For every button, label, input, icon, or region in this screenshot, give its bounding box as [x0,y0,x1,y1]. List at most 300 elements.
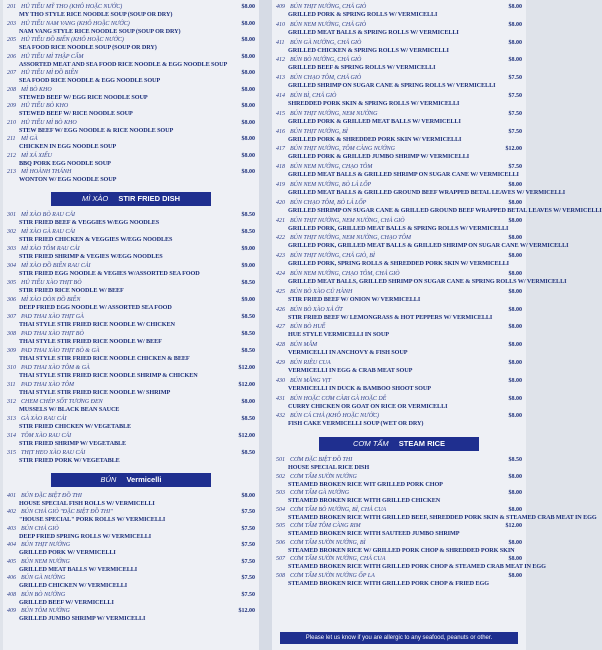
menu-item-eng-name: GRILLED MEAT BALLS & GRILLED SHRIMP ON SUGAR CANE W/ VERMICELLI [288,171,519,179]
menu-item-viet-name: MÌ BÒ KHO [21,86,52,93]
menu-item-eng-name: GRILLED PORK, GRILLED MEAT BALLS & SPRING ROLLS W/ VERMICELLI [288,224,509,232]
menu-item-viet-name: BÚN NEM NƯỚNG [21,558,70,565]
menu-item-viet-name: BÚN BÒ XÀO XẢ ỚT [290,306,343,313]
menu-item-price: $8.50 [241,347,255,354]
menu-item-code: 502 [276,473,285,480]
menu-item-code: 420 [276,199,285,206]
menu-item-viet-name: BÚN BÒ HUẾ [290,324,326,331]
menu-item-price: $8.00 [508,490,522,497]
menu-item [3,87,259,104]
menu-item-eng-name: STEW BEEF W/ EGG NOODLE & RICE NOODLE SOUP [19,126,174,134]
menu-item-viet-name: BÚN MĂNG VỊT [290,377,331,384]
menu-item-code: 307 [7,313,16,320]
menu-item-eng-name: STIR FRIED BEEF & VEGGIES W/EGG NOODLES [19,218,160,226]
column-gutter [259,0,272,650]
menu-item-viet-name: MÌ XÀO ĐỒ BIỂN RAU CẢI [21,262,91,269]
menu-item-price: $12.00 [238,608,255,614]
menu-item-price: $12.00 [238,381,255,388]
menu-item-eng-name: GRILLED SHRIMP ON SUGAR CANE & GRILLED GROUND BEEF WRAPPED BETAL LEAVES W/ VERMICELLI [288,206,602,214]
section-viet-title: MÌ XÀO [81,193,109,203]
menu-item-code: 401 [7,492,16,499]
menu-item-viet-name: HỦ TIẾU MÌ BÒ KHO [21,119,77,126]
menu-item-viet-name: BÚN THỊT NƯỚNG, BÌ [290,128,348,135]
menu-item [3,280,259,297]
menu-item-code: 206 [7,53,16,60]
menu-item [272,129,526,147]
menu-item-price: $7.50 [241,591,255,598]
menu-item-viet-name: BÚN NEM NƯỚNG, CHẠO TÔM, CHẢ GIÒ [290,270,400,277]
menu-item-code: 313 [7,415,16,422]
menu-item-code: 210 [7,119,16,126]
menu-item-eng-name: GRILLED MEAT BALLS & SPRING ROLLS W/ VERMICELLI [288,28,459,36]
menu-item-price: $8.00 [508,473,522,480]
menu-item-eng-name: GRILLED BEEF W/ VERMICELLI [19,598,114,606]
menu-item-price: $7.50 [508,164,522,171]
menu-item [3,153,259,170]
menu-item-eng-name: THAI STYLE STIR FRIED RICE NOODLE W/ CHICKEN [19,320,175,328]
menu-item [272,324,526,342]
menu-item-price: $8.00 [508,572,522,579]
menu-item-code: 507 [276,556,285,563]
menu-item [272,307,526,325]
menu-item-viet-name: BÚN THỊT NƯỚNG [21,542,71,548]
noodle-soup-list [3,4,259,186]
menu-item-code: 402 [7,509,16,515]
menu-item [3,229,259,246]
menu-item [3,399,259,416]
menu-item-code: 308 [7,330,16,337]
menu-item-viet-name: CƠM TẤM SƯỜN NƯỚNG ỐP LA [290,572,375,579]
menu-item-viet-name: BÚN THỊT NƯỚNG, NEM NƯỚNG [290,110,378,117]
menu-item-price: $12.00 [238,364,255,371]
menu-item-code: 418 [276,164,285,171]
menu-item-eng-name: GRILLED SHRIMP ON SUGAR CANE & SPRING ROLLS W/ VERMICELLI [288,82,496,90]
menu-item-code: 413 [276,75,285,82]
menu-item-price: $7.50 [241,509,255,515]
menu-item-code: 408 [7,591,16,598]
menu-item-price: $7.50 [508,110,522,117]
menu-item [3,493,259,510]
menu-item-code: 425 [276,288,285,295]
menu-item [272,573,526,590]
menu-item-price: $8.00 [508,21,522,28]
section-eng-title: Vermicelli [126,474,162,484]
menu-item-viet-name: BÚN THỊT NƯỚNG, TÔM CÀNG NƯỚNG [290,146,395,153]
menu-item [272,396,526,414]
menu-item-viet-name: MÌ XÀO BÒ RAU CẢI [21,211,75,218]
menu-item-price: $8.00 [508,57,522,64]
menu-item [3,526,259,543]
menu-item-viet-name: HỦ TIẾU MÌ THẬP CẨM [21,53,84,60]
menu-item [272,22,526,40]
menu-item [3,542,259,559]
menu-item [3,348,259,365]
menu-item-code: 201 [7,4,16,10]
menu-item-viet-name: CƠM TẤM GÀ NƯỚNG [290,490,350,497]
menu-item-eng-name: GRILLED MEAT BALLS W/ VERMICELLI [19,565,138,573]
menu-item-eng-name: STIR FRIED CHICKEN W/ VEGETABLE [19,422,132,430]
menu-column-right [272,0,602,650]
menu-item-code: 203 [7,20,16,27]
menu-item-eng-name: GRILLED PORK & SHREDDED PORK SKIN W/ VERMICELLI [288,135,462,143]
menu-item [3,21,259,38]
menu-item [272,457,526,474]
menu-column-left [3,0,259,650]
menu-item-viet-name: CƠM TẤM TÔM CÀNG RIM [290,523,361,530]
menu-item-viet-name: CHEM CHÉP SỐT TƯƠNG ĐEN [21,398,103,405]
menu-item-price: $8.00 [241,37,255,43]
menu-item-price: $8.50 [508,457,522,464]
section-eng-title: STEAM RICE [398,439,446,449]
menu-item-eng-name: VERMICELLI IN ANCHOVY & FISH SOUP [288,349,408,357]
menu-item-viet-name: MÌ XÀO DÒN ĐỒ BIỂN [21,296,81,303]
menu-item-viet-name: BÚN GÀ NƯỚNG, CHẢ GIÒ [290,39,362,46]
menu-item-price: $8.00 [241,119,255,126]
menu-item [3,169,259,186]
menu-item-eng-name: FISH CAKE VERMICELLI SOUP (WET OR DRY) [288,420,424,428]
menu-item-price: $8.00 [241,53,255,60]
menu-item-code: 412 [276,57,285,64]
menu-item-code: 304 [7,262,16,269]
menu-item-viet-name: BÚN CÁ CHẢ (KHÔ HOẶC NƯỚC) [290,413,380,420]
menu-item-price: $8.00 [508,395,522,402]
menu-item-eng-name: BBQ PORK EGG NOODLE SOUP [19,159,111,167]
menu-item [3,103,259,120]
menu-item-viet-name: HỦ TIẾU MÌ ĐỒ BIỂN [21,70,78,76]
menu-item-code: 416 [276,128,285,135]
menu-item-code: 209 [7,103,16,109]
menu-item-eng-name: STEAMED BROKEN RICE WITH GRILLED PORK CHOP & STEAMED CRAB MEAT IN EGG [288,563,546,571]
menu-item-eng-name: STEWED BEEF W/ EGG RICE NOODLE SOUP [19,93,148,101]
menu-item-viet-name: BÚN THỊT NƯỚNG, NEM NƯỚNG, CHẢ GIÒ [290,217,405,224]
menu-item-code: 301 [7,211,16,218]
menu-item-price: $8.00 [508,270,522,277]
menu-item-eng-name: CHICKEN IN EGG NOODLE SOUP [19,143,117,150]
menu-item-code: 309 [7,347,16,354]
section-header-stir-fried [51,192,211,206]
menu-item-eng-name: STIR FRIED BEEF W/ ONION W/ VERMICELLI [288,295,421,303]
menu-item [3,4,259,21]
menu-item [3,297,259,314]
menu-item-code: 409 [276,4,285,10]
menu-item-price: $8.00 [241,4,255,10]
menu-item-price: $9.00 [241,245,255,252]
menu-item-price: $8.00 [508,181,522,188]
menu-item-eng-name: STIR FRIED EGG NOODLE & VEGIES W/ASSORTED SEA FOOD [19,269,200,277]
menu-item-code: 429 [276,359,285,366]
menu-item-price: $12.00 [238,432,255,439]
menu-item-price: $8.00 [508,324,522,331]
menu-item-viet-name: CƠM TẤM SƯỜN NƯỚNG [290,473,357,480]
menu-item-viet-name: BÚN ĐẶC BIỆT ĐỒ THI [21,492,82,499]
menu-item [272,523,526,540]
section-eng-title: STIR FRIED DISH [118,193,181,203]
menu-item [3,416,259,433]
menu-item-price: $8.00 [241,492,255,499]
menu-item-code: 312 [7,398,16,405]
menu-item-eng-name: GRILLED PORK W/ VERMICELLI [19,549,116,556]
menu-item-code: 311 [7,381,16,388]
menu-item-price: $8.00 [241,103,255,109]
menu-item [272,75,526,93]
menu-item-eng-name: MY THO STYLE RICE NOODLE SOUP (SOUP OR DRY) [19,11,173,18]
menu-item-code: 205 [7,37,16,43]
menu-item-eng-name: STEAMED BROKEN RICE W/ GRILLED PORK CHOP & SHREDDED PORK SKIN [288,546,515,554]
menu-item-eng-name: DEEP FRIED EGG NOODLE W/ ASSORTED SEA FOOD [19,303,172,311]
menu-item-eng-name: STIR FRIED SHRIMP W/ VEGETABLE [19,439,127,447]
menu-item-eng-name: THAI STYLE STIR FRIED RICE NOODLE SHRIMP & CHICKEN [19,371,198,379]
menu-item-code: 417 [276,146,285,153]
menu-item-viet-name: CƠM ĐẶC BIỆT ĐỒ THI [290,457,353,464]
menu-item-code: 302 [7,228,16,235]
menu-item-code: 404 [7,542,16,548]
menu-item-price: $8.00 [508,413,522,420]
menu-item-eng-name: SEA FOOD RICE NOODLE SOUP (SOUP OR DRY) [19,44,157,51]
menu-item-price: $8.00 [508,39,522,46]
menu-item-price: $8.50 [241,211,255,218]
menu-item-viet-name: MÌ GÀ [21,136,38,142]
menu-item-price: $8.00 [508,556,522,563]
menu-item-price: $8.00 [508,377,522,384]
menu-item-code: 305 [7,279,16,286]
menu-item-price: $8.00 [508,506,522,513]
menu-item-eng-name: STEWED BEEF W/ RICE NOODLE SOUP [19,110,133,117]
menu-item [272,270,567,289]
menu-item-eng-name: "HOUSE SPECIAL" PORK ROLLS W/ VERMICELLI [19,516,166,523]
menu-item-eng-name: MUSSELS W/ BLACK BEAN SAUCE [19,405,120,413]
stir-fried-list [3,212,259,467]
menu-item-viet-name: CƠM TẤM SƯỜN NƯỚNG, CHẢ CUA [290,556,386,563]
menu-item-eng-name: ASSORTED MEAT AND SEA FOOD RICE NOODLE & EGG NOODLE SOUP [19,60,228,68]
menu-item [3,136,259,153]
menu-item-eng-name: GRILLED BEEF & SPRING ROLLS W/ VERMICELLI [288,64,436,72]
menu-item-viet-name: TÔM XÀO RAU CẢI [21,432,72,439]
menu-item-price: $8.50 [241,330,255,337]
menu-item-eng-name: GRILLED PORK, GRILLED MEAT BALLS & GRILLED SHRIMP ON SUGAR CANE W/ VERMICELLI [288,242,569,250]
menu-item-price: $7.50 [241,558,255,565]
menu-item-price: $7.50 [508,128,522,135]
menu-item-price: $8.50 [241,313,255,320]
menu-item-price: $8.00 [241,86,255,93]
menu-item-price: $8.00 [241,20,255,27]
menu-item [3,433,259,450]
menu-item-code: 213 [7,169,16,175]
menu-item-eng-name: THAI STYLE STIR FRIED RICE NOODLE CHICKEN & BEEF [19,354,190,362]
menu-item-eng-name: GRILLED MEAT BALLS, GRILLED SHRIMP ON SUGAR CANE & SPRING ROLLS W/ VERMICELLI [288,277,567,285]
section-header-steam-rice [319,437,479,451]
menu-item [272,57,526,75]
menu-item-code: 414 [276,92,285,99]
menu-item-eng-name: GRILLED CHICKEN & SPRING ROLLS W/ VERMICELLI [288,46,449,54]
menu-item [272,146,526,164]
menu-item-viet-name: BÚN THỊT NƯỚNG, CHẢ GIÒ, BÌ [290,253,375,260]
menu-item-code: 306 [7,296,16,303]
menu-item-code: 430 [276,377,285,384]
menu-item-code: 504 [276,506,285,513]
menu-item [3,54,259,71]
menu-item [272,164,526,182]
menu-item-price: $9.00 [241,262,255,269]
menu-item-viet-name: CƠM TẤM BÒ NƯỚNG, BÌ, CHẢ CUA [290,506,387,513]
menu-item-viet-name: PAD THAI XÀO TÔM & GÀ [21,364,90,371]
menu-item-viet-name: BÚN GÀ NƯỚNG [21,575,66,581]
menu-item-code: 424 [276,270,285,277]
menu-item-eng-name: STEAMED BROKEN RICE WITH SAUTEED JUMBO SHRIMP [288,530,460,538]
menu-item [3,559,259,576]
menu-item-eng-name: GRILLED CHICKEN W/ VERMICELLI [19,582,128,589]
menu-item-eng-name: STIR FRIED PORK W/ VEGETABLE [19,456,120,464]
menu-item-price: $12.00 [505,146,522,153]
menu-item-code: 406 [7,575,16,581]
menu-item-eng-name: STEAMED BROKEN RICE WITH GRILLED PORK CHOP & FRIED EGG [288,579,489,587]
menu-item-price: $8.00 [508,539,522,546]
menu-item-viet-name: MÌ XÁ XIẾU [21,152,52,159]
menu-item-viet-name: BÚN CHẢ GIÒ [21,525,59,532]
menu-item-price: $9.00 [241,296,255,303]
menu-item [3,314,259,331]
menu-item [272,342,526,360]
menu-item-eng-name: THAI STYLE STIR FRIED RICE NOODLE W/ BEEF [19,337,162,345]
menu-item-code: 410 [276,21,285,28]
menu-item-eng-name: STIR FRIED SHRIMP & VEGIES W/EGG NOODLES [19,252,163,260]
menu-item-code: 508 [276,572,285,579]
menu-item-eng-name: DEEP FRIED SPRING ROLLS W/ VERMICELLI [19,532,152,540]
menu-item [272,199,602,218]
menu-item-code: 506 [276,539,285,546]
menu-item [272,253,526,271]
menu-item [272,490,526,507]
menu-item-viet-name: BÚN HOẶC CƠM CÀRI GÀ HOẶC DÊ [290,395,387,402]
menu-item-code: 405 [7,558,16,565]
menu-item-price: $8.00 [508,235,522,242]
menu-item-viet-name: BÚN BÒ XÀO CỦ HÀNH [290,288,353,295]
menu-item-viet-name: BÚN CHẠO TÔM, BÒ LÁ LỐP [290,199,367,206]
menu-item-viet-name: BÚN CHẢ GIÒ "ĐẶC BIỆT ĐỒ THI" [21,509,113,515]
menu-item-price: $7.50 [241,525,255,532]
menu-item-price: $7.50 [241,575,255,581]
menu-item-viet-name: BÚN NEM NƯỚNG, BÒ LÁ LỐP [290,181,372,188]
menu-item-eng-name: SEA FOOD RICE NOODLE & EGG NOODLE SOUP [19,77,161,84]
menu-item-viet-name: CƠM TẤM SƯỜN NƯỚNG, BÌ [290,539,366,546]
menu-item-viet-name: BÚN NEM NƯỚNG, CHẢ GIÒ [290,21,367,28]
menu-item [3,120,259,137]
menu-item-eng-name: STIR FRIED RICE NOODLE W/ BEEF [19,286,124,294]
menu-item-eng-name: GRILLED PORK & GRILLED JUMBO SHRIMP W/ VERMICELLI [288,153,470,161]
steam-rice-list [272,457,597,589]
menu-item-eng-name: STEAMED BROKEN RICE WIT GRILLED PORK CHOP [288,480,443,488]
menu-item-code: 211 [7,136,16,142]
menu-item-eng-name: WONTON W/ EGG NOODLE SOUP [19,176,117,183]
menu-item-code: 421 [276,217,285,224]
menu-item-code: 426 [276,306,285,313]
menu-item-code: 503 [276,490,285,497]
section-viet-title: CƠM TẤM [352,439,389,449]
section-viet-title: BÚN [100,474,117,484]
menu-item-viet-name: BÚN BÌ, CHẢ GIÒ [290,92,337,99]
menu-item-code: 501 [276,457,285,464]
menu-item-eng-name: HOUSE SPECIAL FISH ROLLS W/ VERMICELLI [19,499,155,507]
menu-item [3,509,259,526]
menu-item-viet-name: MÌ HOÀNH THÁNH [21,169,72,175]
menu-item-eng-name: GRILLED PORK & SPRING ROLLS W/ VERMICELLI [288,11,438,18]
menu-item-code: 409 [7,608,16,614]
menu-item [3,450,259,467]
menu-item-viet-name: GÀ XÀO RAU CẢI [21,415,67,422]
menu-item-price: $8.00 [241,70,255,76]
menu-item-viet-name: PAD THAI XÀO THỊT BÒ & GÀ [21,347,100,354]
menu-item [3,212,259,229]
menu-item-eng-name: STIR FRIED BEEF W/ LEMONGRASS & HOT PEPPERS W/ VERMICELLI [288,313,493,321]
menu-item [272,218,526,236]
menu-item-price: $8.00 [508,253,522,260]
menu-item [272,474,526,491]
menu-item-viet-name: BÚN THỊT NƯỚNG, CHẢ GIÒ [290,4,367,10]
allergy-notice: Please let us know if you are allergic to any seafood, peanuts or other. [280,632,518,644]
menu-item-viet-name: MÌ XÀO TÔM RAU CẢI [21,245,80,252]
menu-item [3,331,259,348]
menu-item [3,575,259,592]
menu-item-price: $8.00 [241,169,255,175]
menu-item [272,235,569,253]
menu-item-viet-name: PAD THAI XÀO THỊT GÀ [21,313,84,320]
menu-item-eng-name: GRILLED PORK, SPRING ROLLS & SHREDDED PORK SKIN W/ VERMICELLI [288,260,509,268]
menu-item [3,263,259,280]
menu-item [272,40,526,58]
menu-item-viet-name: PAD THAI XÀO TÔM [21,381,75,388]
menu-item-viet-name: BÚN MẮM [290,342,318,349]
menu-item-code: 207 [7,70,16,76]
menu-item-viet-name: PAD THAI XÀO THỊT BÒ [21,330,84,337]
vermicelli-list [3,493,259,625]
menu-item-viet-name: HỦ TIẾU XÀO THỊT BÒ [21,279,82,286]
menu-item-viet-name: HỦ TIẾU NAM VANG (KHÔ HOẶC NƯỚC) [21,20,130,27]
section-header-vermicelli [51,473,211,487]
menu-item-price: $8.50 [241,279,255,286]
menu-item-code: 432 [276,413,285,420]
menu-item-price: $8.00 [508,359,522,366]
menu-item-viet-name: HỦ TIẾU ĐỒ BIỂN (KHÔ HOẶC NƯỚC) [21,37,124,43]
menu-item-eng-name: CURRY CHICKEN OR GOAT ON RICE OR VERMICELLI [288,402,448,410]
menu-item [272,556,546,573]
menu-item-code: 314 [7,432,16,439]
menu-item-viet-name: THỊT HEO XÀO RAU CẢI [21,449,86,456]
menu-item-code: 505 [276,523,285,530]
menu-item-price: $8.00 [241,398,255,405]
vermicelli-combo-list [272,4,602,431]
menu-item-code: 411 [276,39,285,46]
menu-item [272,111,526,129]
menu-item-price: $8.00 [508,4,522,10]
menu-item-viet-name: MÌ XÀO GÀ RAU CẢI [21,228,75,235]
menu-item [3,608,259,625]
menu-item-price: $8.50 [241,449,255,456]
menu-item-price: $8.50 [241,228,255,235]
menu-item-eng-name: NAM VANG STYLE RICE NOODLE SOUP (SOUP OR DRY) [19,27,181,35]
menu-item [272,413,526,431]
menu-item-viet-name: BÚN BÒ NƯỚNG, CHẢ GIÒ [290,57,362,64]
menu-item [272,540,526,557]
menu-item [3,365,259,382]
menu-item [3,592,259,609]
menu-item [3,70,259,87]
menu-item-price: $8.00 [508,306,522,313]
menu-item-code: 427 [276,324,285,331]
menu-item-price: $8.00 [508,217,522,224]
menu-item-viet-name: BÚN TÔM NƯỚNG [21,608,70,614]
menu-item-eng-name: VERMICELLI IN EGG & CRAB MEAT SOUP [288,366,413,374]
menu-item-price: $12.00 [505,523,522,530]
menu-item-price: $8.00 [508,199,522,206]
